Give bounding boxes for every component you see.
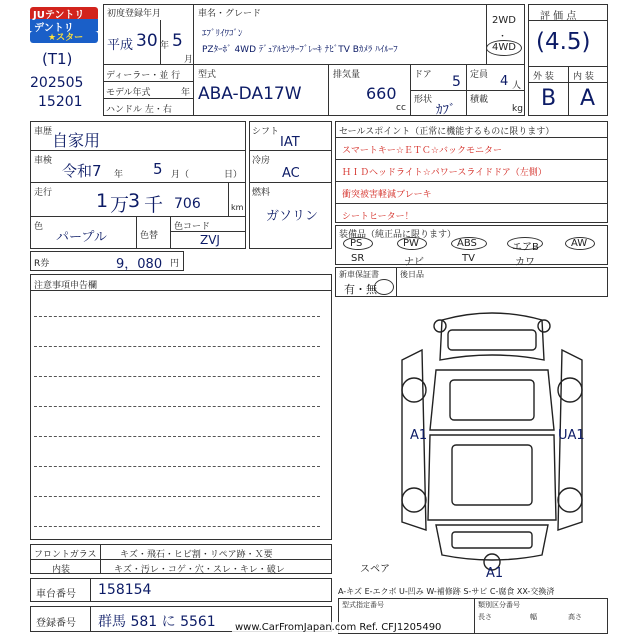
plate-value: 群馬 581 に 5561 [98, 614, 216, 630]
interior-score: A [580, 86, 596, 111]
inspection-month: 5 [153, 160, 163, 178]
model-label: 車名・グレード [198, 9, 262, 19]
registration-year: 30 [136, 31, 158, 51]
sales-point-4: シートヒーター！ [342, 212, 414, 222]
warranty-value: 有・無 [344, 283, 377, 296]
registration-era: 平成 [107, 38, 134, 53]
plate-label: 登録番号 [36, 618, 76, 629]
capacity-value: 4 [500, 74, 509, 89]
dealer-label: ディーラー・並 行 [106, 71, 181, 81]
inspection-day-unit: 日） [224, 170, 243, 180]
type-value: ABA-DA17W [198, 84, 302, 104]
sales-point-1: スマートキー☆ＥＴＣ☆バックモニター [342, 146, 502, 156]
capacity-unit: 人 [512, 81, 522, 91]
equip-tv: TV [462, 253, 475, 264]
color-code: ZVJ [200, 233, 220, 247]
fuel-value: ガソリン [266, 209, 319, 224]
notes-box [30, 274, 332, 540]
sales-point-2: ＨＩＤヘッドライト☆パワースライドドア（左側） [342, 168, 547, 178]
mileage-man: 1 [96, 190, 109, 212]
front-glass-value: キズ・飛石・ヒビ割・リペア跡・Ｘ要 [120, 550, 273, 560]
lot-date-1: 202505 [30, 75, 84, 91]
mileage-sen: 3 [128, 190, 141, 212]
registration-month-unit: 月 [184, 55, 194, 65]
equip-navi: ナビ [404, 257, 424, 268]
shift-label: シフト [252, 127, 280, 137]
equip-airbag: エアB [512, 242, 539, 253]
logo-line3: ★スター [48, 33, 84, 43]
damage-right: UA1 [558, 428, 585, 443]
drive-sep: ・ [498, 32, 508, 42]
chassis-label: 車台番号 [36, 589, 76, 600]
equip-pw: PW [403, 238, 419, 249]
lot-date-2: 15201 [38, 94, 83, 110]
ac-value: AC [282, 166, 300, 181]
warranty-label: 新車保証書 [339, 270, 379, 279]
width-label: 幅 [530, 613, 537, 621]
logo-line1: JUテントリ [33, 10, 85, 21]
mileage-unit: km [231, 203, 244, 212]
doors-value: 5 [452, 74, 461, 90]
usage-value: 自家用 [52, 131, 101, 150]
interior-cond-label: 内装 [52, 565, 71, 575]
displacement-value: 660 [366, 84, 397, 103]
inspection-label: 車検 [34, 156, 53, 166]
inspection-month-unit: 月（ [171, 170, 190, 180]
equip-ps: PS [350, 238, 363, 249]
damage-left: A1 [410, 428, 428, 443]
equip-aw: AW [571, 238, 588, 249]
equipment-label: 装備品（純正品に限ります） [339, 230, 457, 240]
drive-4wd: 4WD [492, 42, 516, 53]
vehicle-info-box [103, 4, 525, 116]
model-grade: PZﾀｰﾎﾞ 4WD ﾃﾞｭｱﾙｾﾝｻｰﾌﾞﾚｰｷ ﾅﾋﾞTV Bｶﾒﾗ ﾊｲﾙｰﾌ [202, 45, 398, 55]
load-unit: kg [512, 104, 523, 114]
color-value: パープル [56, 230, 107, 245]
displacement-unit: cc [396, 103, 406, 113]
fuel-label: 燃料 [252, 188, 271, 198]
recycle-unit: 円 [170, 259, 180, 269]
displacement-label: 排気量 [333, 70, 361, 80]
mileage-man-unit: 万 [110, 194, 130, 216]
ac-label: 冷房 [252, 156, 271, 166]
damage-legend: A-キズ E-エクボ U-凹み W-補修跡 S-サビ C-腐食 XX-交換済 [338, 587, 555, 596]
exterior-score: B [541, 86, 557, 111]
mileage-rest: 706 [174, 196, 201, 212]
model-name: ｴﾌﾞﾘｲﾜｺﾞﾝ [202, 29, 243, 39]
warranty-none-circle [374, 279, 394, 295]
capacity-label: 定員 [470, 70, 489, 80]
color-label: 色 [34, 222, 44, 232]
interior-label: 内 装 [573, 72, 594, 82]
spare-label: スペア [360, 564, 390, 575]
interior-cond-value: キズ・汚レ・コゲ・穴・スレ・キレ・破レ [114, 565, 285, 575]
model-year-label: モデル年式 [106, 88, 151, 98]
color-code-label: 色コード [174, 222, 211, 232]
mileage-sen-unit: 千 [144, 194, 164, 216]
inspection-era: 令和7 [62, 162, 102, 180]
equip-sr: SR [351, 253, 365, 264]
equip-abs: ABS [457, 238, 477, 249]
damage-bottom: A1 [486, 566, 504, 581]
lot-code: (T1) [42, 50, 73, 68]
usage-label: 車歴 [34, 127, 53, 137]
type-number-label: 型式指定番号 [342, 601, 384, 609]
shape-label: 形状 [414, 95, 433, 105]
length-label: 長さ [478, 613, 492, 621]
color-swap-label: 色替 [140, 231, 159, 241]
handle-label: ハンドル 左・右 [106, 105, 172, 115]
recycle-label: R券 [34, 259, 50, 269]
sales-points-label: セールスポイント（正常に機能するものに限ります） [339, 127, 555, 137]
registration-month: 5 [172, 31, 183, 51]
shape-value: ｶﾌﾞ [436, 103, 456, 118]
sales-point-3: 衝突被害軽減ブレーキ [342, 190, 432, 200]
inspection-year-unit: 年 [114, 170, 124, 180]
height-label: 高さ [568, 613, 582, 621]
logo-line2: デントリ [34, 23, 74, 34]
front-glass-label: フロントガラス [34, 550, 97, 560]
watermark: www.CarFromJapan.com Ref. CFJ1205490 [232, 622, 444, 633]
registration-label: 初度登録年月 [107, 9, 162, 19]
score-label: 評 価 点 [540, 11, 577, 22]
drive-2wd: 2WD [492, 15, 516, 26]
class-number-label: 類別区分番号 [478, 601, 520, 609]
exterior-label: 外 装 [533, 72, 554, 82]
model-year-unit: 年 [181, 88, 191, 98]
registration-year-unit: 年 [160, 41, 170, 51]
doors-label: ドア [414, 70, 432, 80]
equip-leather: カワ [515, 257, 535, 268]
notes-label: 注意事項申告欄 [34, 281, 98, 291]
score-value: (4.5) [536, 29, 591, 55]
load-label: 積載 [470, 95, 489, 105]
chassis-value: 158154 [98, 582, 152, 598]
type-label: 型式 [198, 70, 217, 80]
mileage-label: 走行 [34, 188, 53, 198]
recycle-value: 9，080 [116, 257, 163, 272]
record-label: 後日品 [400, 270, 424, 279]
shift-value: IAT [280, 135, 300, 150]
